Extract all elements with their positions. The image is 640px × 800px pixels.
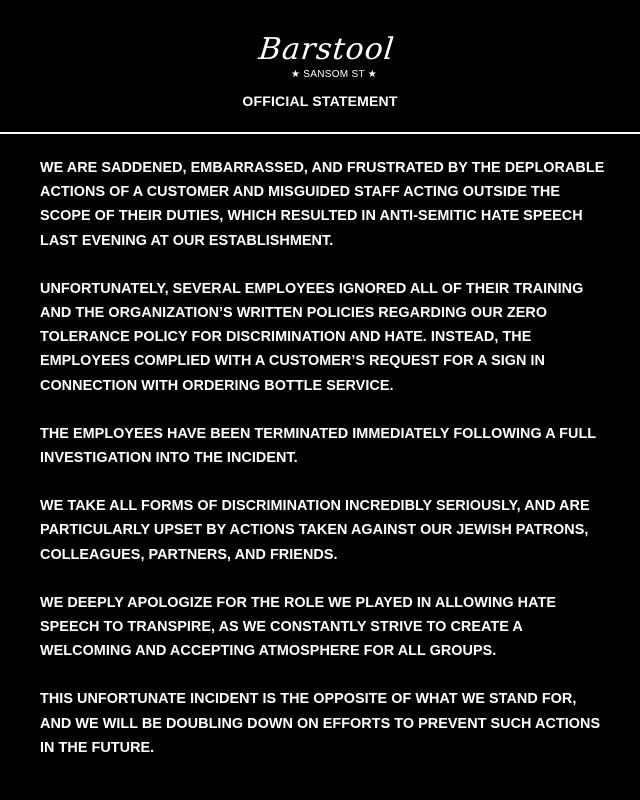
page-title: OFFICIAL STATEMENT bbox=[242, 93, 398, 109]
statement-paragraph: WE DEEPLY APOLOGIZE FOR THE ROLE WE PLAYED IN ALLOWING HATE SPEECH TO TRANSPIRE, AS WE CONSTANTLY STRIVE TO CREATE A WELCOMING AND ACCEPTING ATMOSPHERE FOR ALL GROUPS. bbox=[40, 594, 556, 660]
barstool-logo bbox=[0, 34, 640, 66]
statement-paragraph: THE EMPLOYEES HAVE BEEN TERMINATED IMMEDIATELY FOLLOWING A FULL INVESTIGATION INTO THE INCIDENT. bbox=[40, 425, 596, 467]
statement-paragraph: THIS UNFORTUNATE INCIDENT IS THE OPPOSITE OF WHAT WE STAND FOR, AND WE WILL BE DOUBLING DOWN ON EFFORTS TO PREVENT SUCH ACTIONS IN THE FUTURE. bbox=[40, 691, 601, 756]
statement-paragraph: UNFORTUNATELY, SEVERAL EMPLOYEES IGNORED ALL OF THEIR TRAINING AND THE ORGANIZATION’S WRITTEN POLICIES REGARDING OUR ZERO TOLERANCE POLICY FOR DISCRIMINATION AND HATE. INSTEAD, THE EMPLOYEES COMPLIED WITH A CUSTOMER’S REQUEST FOR A SIGN IN CONNECTION WITH ORDERING BOTTLE SERVICE. bbox=[40, 280, 584, 394]
logo-wordmark: Barstool bbox=[257, 32, 397, 67]
statement-header bbox=[0, 0, 640, 132]
statement-paragraph: WE ARE SADDENED, EMBARRASSED, AND FRUSTRATED BY THE DEPLORABLE ACTIONS OF A CUSTOMER AND MISGUIDED STAFF ACTING OUTSIDE THE SCOPE OF THEIR DUTIES, WHICH RESULTED IN ANTI-SEMITIC HATE SPEECH LAST EVENING AT OUR ESTABLISHMENT. bbox=[40, 160, 605, 249]
header-divider bbox=[0, 132, 640, 134]
logo-location-tagline: ★ SANSOM ST ★ bbox=[290, 69, 378, 80]
statement-body bbox=[40, 156, 606, 760]
statement-paragraph: WE TAKE ALL FORMS OF DISCRIMINATION INCREDIBLY SERIOUSLY, AND ARE PARTICULARLY UPSET BY ACTIONS TAKEN AGAINST OUR JEWISH PATRONS, COLLEAGUES, PARTNERS, AND FRIENDS. bbox=[40, 498, 590, 563]
